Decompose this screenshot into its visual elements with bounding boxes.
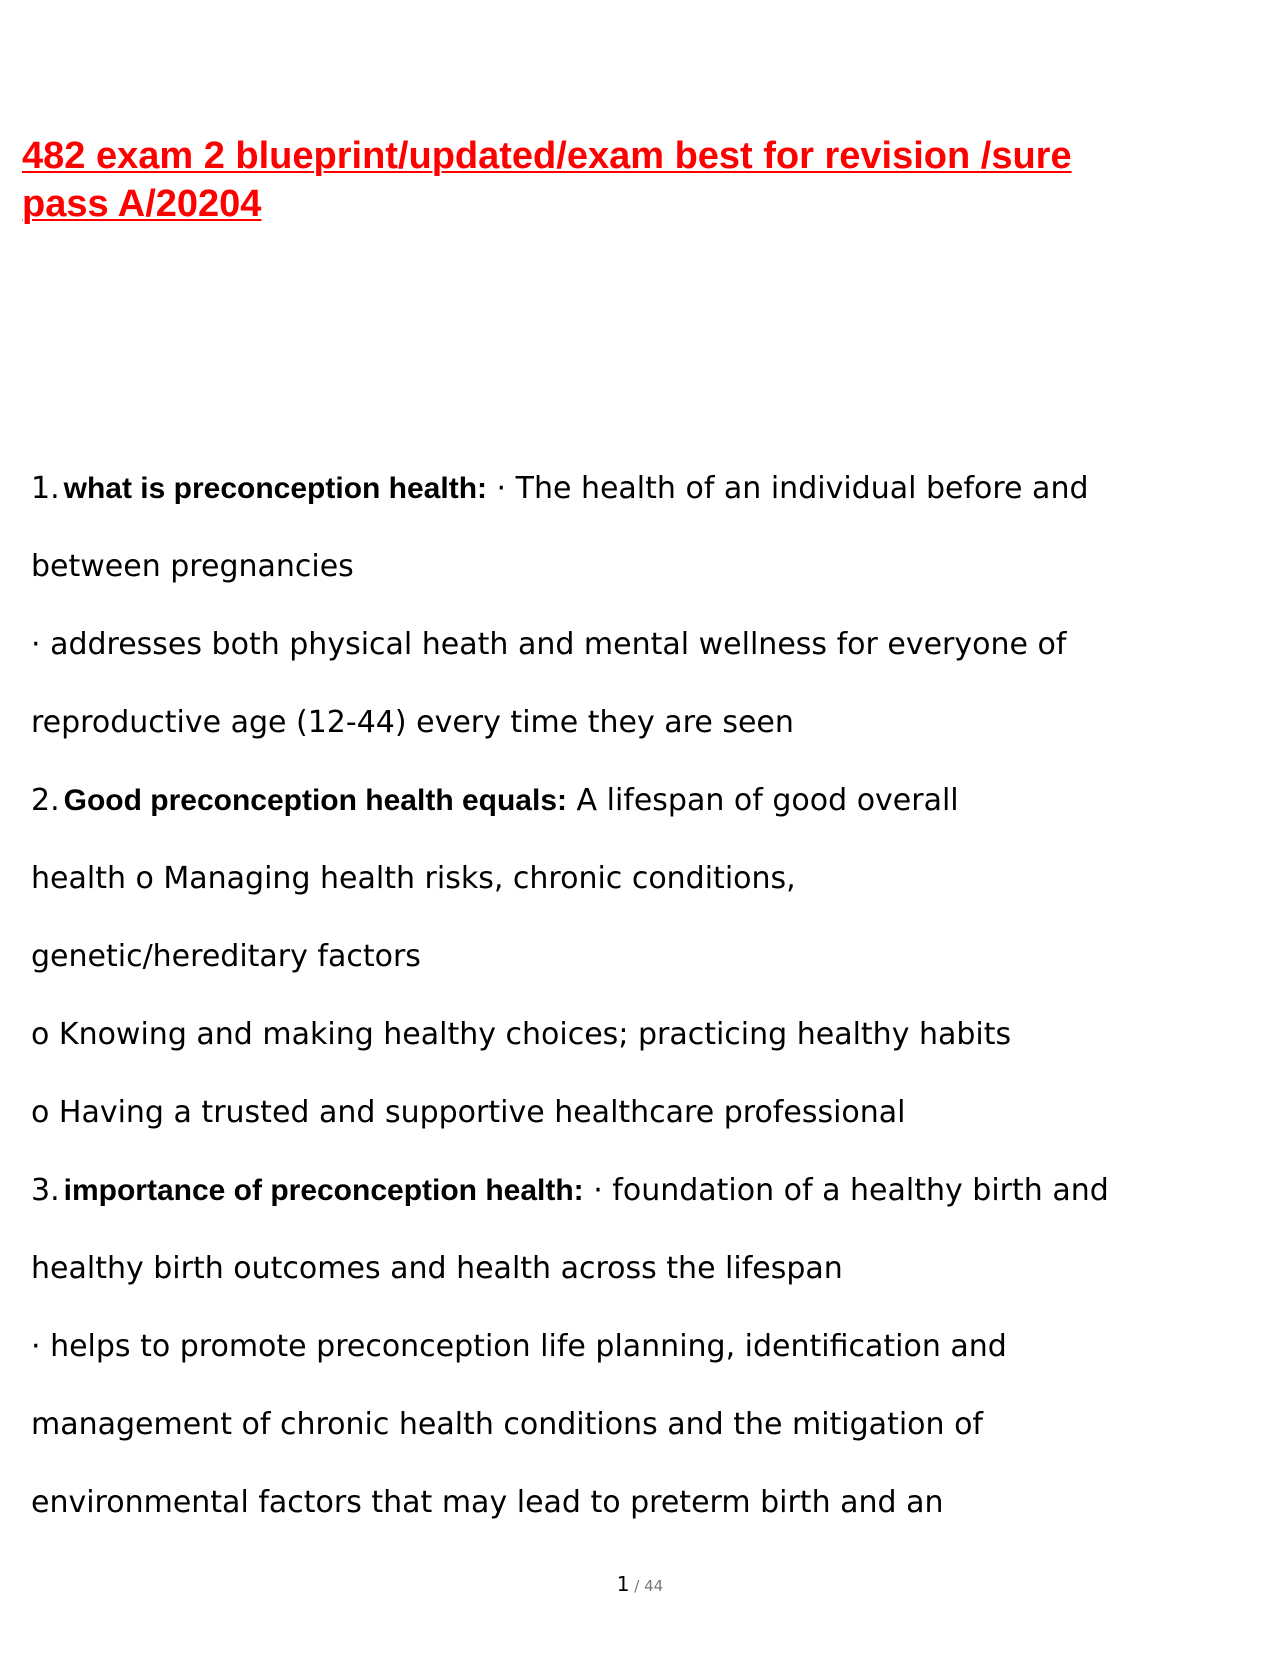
document-body [31, 450, 1261, 1542]
item-2-line: health o Managing health risks, chronic conditions, [31, 861, 796, 896]
item-term: Good preconception health equals: [63, 784, 568, 817]
document-title-line-2: pass A/20204 [22, 183, 262, 225]
item-2-line: o Having a trusted and supportive healthcare professional [31, 1095, 906, 1130]
document-title [22, 132, 1222, 228]
page-number [0, 1572, 1280, 1596]
item-2-line: o Knowing and making healthy choices; practicing healthy habits [31, 1017, 1012, 1052]
item-1-line: between pregnancies [31, 549, 354, 584]
item-number: 1. [31, 471, 60, 506]
item-term: importance of preconception health: [63, 1174, 584, 1207]
document-title-line-1: 482 exam 2 blueprint/updated/exam best for revision /sure [22, 135, 1072, 177]
item-3-line: environmental factors that may lead to preterm birth and an [31, 1485, 944, 1520]
item-3-heading-line [31, 1152, 1261, 1230]
current-page: 1 [616, 1572, 630, 1596]
item-1-line: reproductive age (12-44) every time they are seen [31, 705, 794, 740]
item-text: · foundation of a healthy birth and [583, 1173, 1109, 1208]
item-1-line: · addresses both physical heath and mental wellness for everyone of [31, 627, 1067, 662]
item-term: what is preconception health: [63, 472, 488, 505]
item-3-line: healthy birth outcomes and health across the lifespan [31, 1251, 843, 1286]
item-number: 3. [31, 1173, 60, 1208]
item-2-line: genetic/hereditary factors [31, 939, 421, 974]
item-text: · The health of an individual before and [487, 471, 1089, 506]
item-3-line: · helps to promote preconception life planning, identification and [31, 1329, 1007, 1364]
item-3-line: management of chronic health conditions and the mitigation of [31, 1407, 983, 1442]
item-2-heading-line [31, 762, 1261, 840]
item-1-heading-line [31, 450, 1261, 528]
total-pages: / 44 [629, 1577, 664, 1595]
item-number: 2. [31, 783, 60, 818]
item-text: A lifespan of good overall [567, 783, 959, 818]
